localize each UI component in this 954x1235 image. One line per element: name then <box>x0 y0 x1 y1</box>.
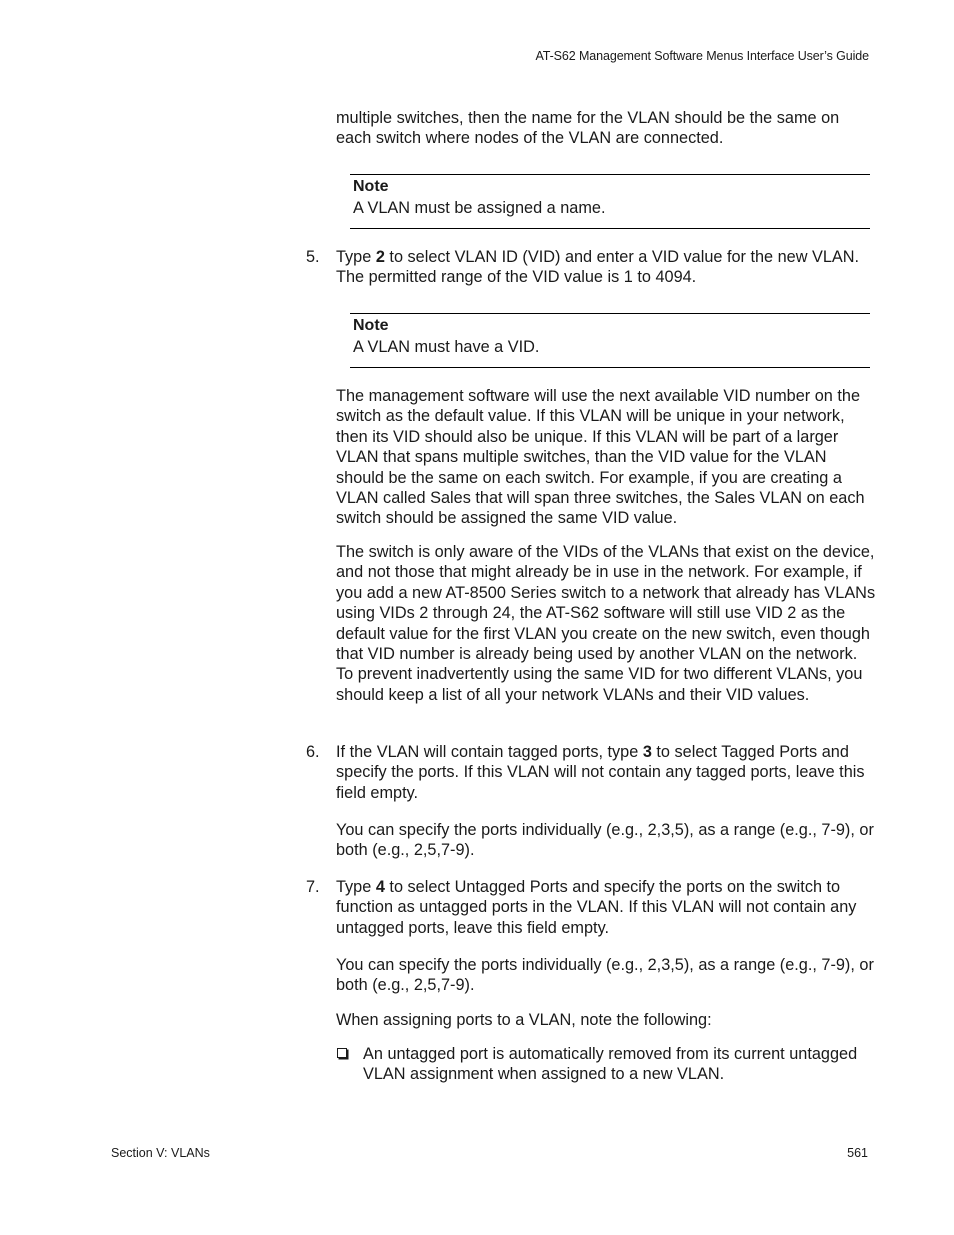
step-text: If the VLAN will contain tagged ports, type 3 to select Tagged Ports and specify the ports. If this VLAN will not contain any tagged ports, leave this field empty. <box>336 743 865 802</box>
note-box-vid <box>350 313 870 368</box>
key-2: 2 <box>375 248 385 266</box>
running-header: AT-S62 Management Software Menus Interface User’s Guide <box>535 49 869 63</box>
step-number: 5. <box>306 248 320 266</box>
paragraph-vid-default: The management software will use the next available VID number on the switch as the default value. If this VLAN will be unique in your network, then its VID should also be unique. If this VLAN will be part of a larger VLAN that spans multiple switches, than the VID value for the VLAN should be the same on each switch. For example, if you are creating a VLAN called Sales that will span three switches, the Sales VLAN on each switch should be assigned the same VID value. <box>336 387 865 528</box>
paragraph-ports-untagged: You can specify the ports individually (e.g., 2,3,5), as a range (e.g., 7-9), or both (e.g., 2,5,7-9). <box>336 956 874 995</box>
note-box-name <box>350 174 870 229</box>
page-number: 561 <box>847 1146 868 1160</box>
key-3: 3 <box>642 743 652 761</box>
note-label: Note <box>353 178 389 195</box>
checkbox-bullet-icon <box>337 1048 347 1058</box>
footer-section: Section V: VLANs <box>111 1146 210 1160</box>
bullet-text: An untagged port is automatically removed from its current untagged VLAN assignment when assigned to a new VLAN. <box>363 1045 858 1084</box>
step-number: 6. <box>306 743 320 761</box>
step-number: 7. <box>306 878 320 896</box>
note-label: Note <box>353 317 389 334</box>
paragraph-ports-tagged: You can specify the ports individually (e.g., 2,3,5), as a range (e.g., 7-9), or both (e.g., 2,5,7-9). <box>336 821 874 860</box>
note-text: A VLAN must have a VID. <box>353 338 540 356</box>
key-4: 4 <box>375 878 385 896</box>
note-text: A VLAN must be assigned a name. <box>353 199 606 217</box>
step-text: Type 2 to select VLAN ID (VID) and enter a VID value for the new VLAN. The permitted range of the VID value is 1 to 4094. <box>336 248 860 287</box>
paragraph-assigning: When assigning ports to a VLAN, note the following: <box>336 1011 712 1029</box>
step-text: Type 4 to select Untagged Ports and specify the ports on the switch to function as untagged ports in the VLAN. If this VLAN will not contain any untagged ports, leave this field empty. <box>336 878 857 937</box>
paragraph-vid-aware: The switch is only aware of the VIDs of the VLANs that exist on the device, and not those that might already be in use in the network. For example, if you add a new AT-8500 Series switch to a network that already has VLANs using VIDs 2 through 24, the AT-S62 software will still use VID 2 as the default value for the first VLAN you create on the new switch, even though that VID number is already being used by another VLAN on the network. To prevent inadvertently using the same VID for two different VLANs, you should keep a list of all your network VLANs and their VID values. <box>336 543 876 704</box>
intro-paragraph: multiple switches, then the name for the VLAN should be the same on each switch where nodes of the VLAN are connected. <box>336 109 840 148</box>
